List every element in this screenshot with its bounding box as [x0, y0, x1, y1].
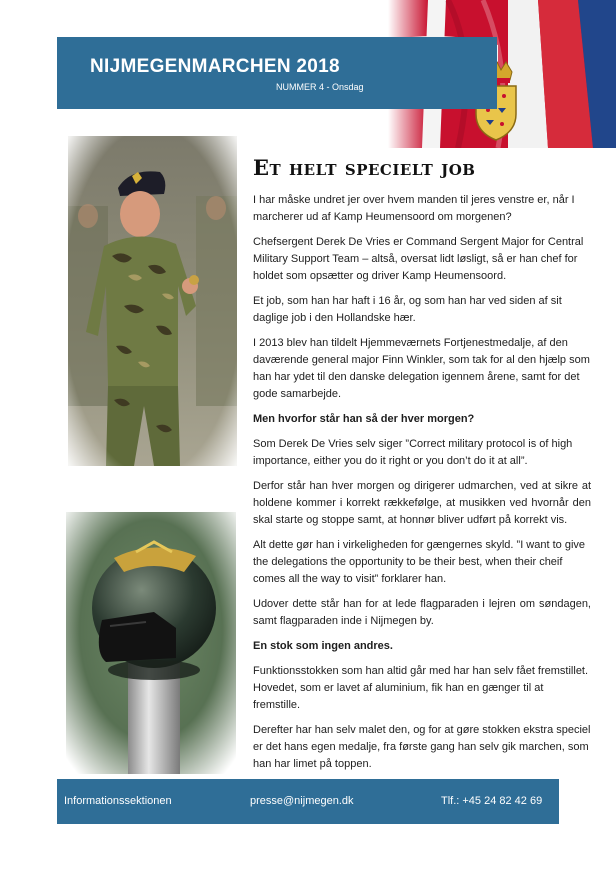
article-paragraph: Derefter har han selv malet den, og for at gøre stokken ekstra speciel er det hans egen medalje, fra første gang han selv gik marchen, som han har limet på toppen. — [253, 724, 591, 770]
article-paragraph: I har måske undret jer over hvem manden til jeres venstre er, når I marcherer ud af Kamp Heumensoord om morgenen? — [253, 194, 575, 223]
article-paragraph: Chefsergent Derek De Vries er Command Sergent Major for Central Military Support Team – altså, oversat lidt løsligt, så er han chef for holdet som opsætter og driver Kamp Heumensoord. — [253, 236, 584, 282]
article-paragraph: Et job, som han har haft i 16 år, og som han har ved siden af sit daglige job i den Hollandske hær. — [253, 295, 562, 324]
article-paragraph: Udover dette står han for at lede flagparaden i lejren om søndagen, samt flagparaden inde i Nijmegen by. — [253, 598, 591, 627]
article-paragraph: Som Derek De Vries selv siger ”Correct military protocol is of high importance, either you do it right or you don’t do it at all”. — [253, 438, 573, 467]
cane-head-photo — [66, 512, 236, 774]
article — [253, 155, 591, 781]
footer-section-name: Informationssektionen — [64, 795, 172, 807]
article-paragraph: Alt dette gør han i virkeligheden for gængernes skyld. ”I want to give the delegations the opportunity to be their best, when their cheif comes all the way to visit” forklarer han. — [253, 539, 586, 585]
article-heading: Et helt specielt job — [253, 155, 476, 180]
article-paragraph: Funktionsstokken som han altid går med har han selv fået fremstillet. Hovedet, som er lavet af aluminium, fik han en gænger til at fremstille. — [253, 665, 589, 711]
article-paragraph: I 2013 blev han tildelt Hjemmeværnets Fortjenestmedalje, af den daværende general major Finn Winkler, som tak for al den hjælp som han har ydet til den danske delegation igennem årene, samt for det gode samarbejde. — [253, 337, 590, 400]
article-subheading: En stok som ingen andres. — [253, 640, 393, 652]
issue-subtitle: NUMMER 4 - Onsdag — [276, 82, 364, 92]
footer-bar — [57, 779, 559, 824]
footer-phone: Tlf.: +45 24 82 42 69 — [441, 795, 543, 807]
article-subheading: Men hvorfor står han så der hver morgen? — [253, 413, 475, 425]
newsletter-title: NIJMEGENMARCHEN 2018 — [90, 56, 340, 77]
portrait-photo — [68, 136, 237, 466]
article-paragraph: Derfor står han hver morgen og dirigerer udmarchen, ved at sikre at holdene kommer i korrekt rækkefølge, at musikken ved hvornår den skal starte og stoppe samt, at honnør bliver udført på korrekt vis. — [253, 480, 591, 526]
footer-email: presse@nijmegen.dk — [250, 795, 354, 807]
